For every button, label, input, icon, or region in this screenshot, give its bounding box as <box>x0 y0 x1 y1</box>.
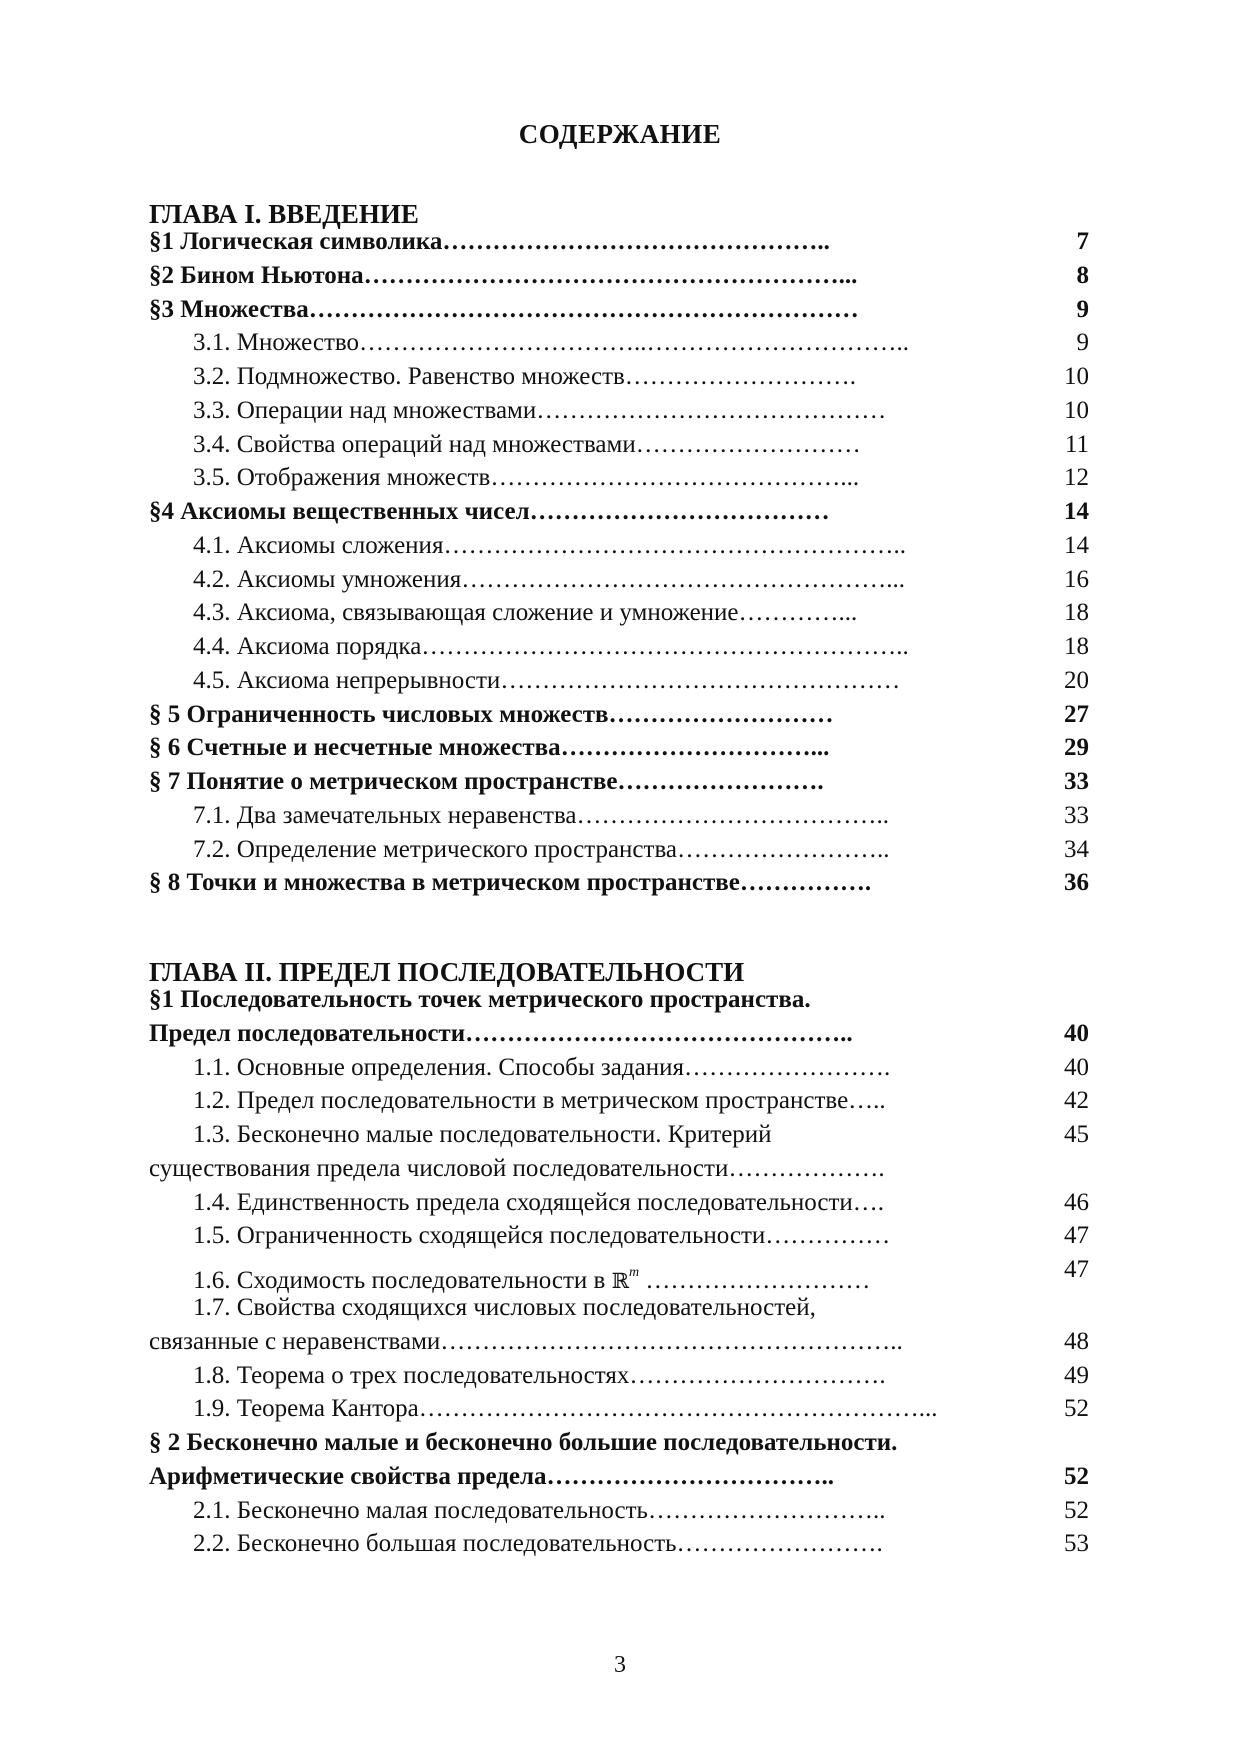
toc-subentry[interactable]: 1.4. Единственность предела сходящейся последовательности…. 46 <box>193 1188 1089 1216</box>
toc-subentry[interactable]: 1.9. Теорема Кантора……………………………………………………... 52 <box>193 1395 1089 1423</box>
toc-subentry[interactable]: 3.1. Множество……………………………..………………………….. 9 <box>193 329 1089 357</box>
toc-subentry[interactable]: 1.8. Теорема о трех последовательностях…………………………. 49 <box>193 1361 1089 1389</box>
toc-subentry[interactable]: 1.5. Ограниченность сходящейся последовательности…………… 47 <box>193 1222 1089 1250</box>
toc-subentry[interactable]: 1.3. Бесконечно малые последовательности. Критерий 45 <box>193 1121 1089 1148</box>
chapter-2-entries <box>149 983 1089 1561</box>
toc-subentry[interactable]: 4.3. Аксиома, связывающая сложение и умножение…………... 18 <box>193 599 1089 627</box>
toc-subentry[interactable]: 3.2. Подмножество. Равенство множеств………………………. 10 <box>193 363 1089 390</box>
toc-title: СОДЕРЖАНИЕ <box>518 119 722 149</box>
chapter-1-entries <box>149 225 1089 900</box>
page-number: 3 <box>614 1652 626 1678</box>
toc-subentry[interactable]: 4.5. Аксиома непрерывности………………………………………… 20 <box>193 666 1089 694</box>
toc-subentry[interactable]: 4.2. Аксиомы умножения……………………………………………... 16 <box>193 565 1089 593</box>
toc-entry[interactable]: §1 Логическая символика……………………………………….. 7 <box>149 228 1089 255</box>
toc-entry[interactable]: § 2 Бесконечно малые и бесконечно большие последовательности. <box>149 1429 898 1456</box>
chapter-2-heading: ГЛАВА II. ПРЕДЕЛ ПОСЛЕДОВАТЕЛЬНОСТИ <box>149 957 745 987</box>
toc-entry[interactable]: § 7 Понятие о метрическом пространстве……………………. 33 <box>149 768 1089 795</box>
toc-subentry[interactable]: 3.5. Отображения множеств……………………………………... 12 <box>193 464 1089 492</box>
toc-subentry[interactable]: 1.7. Свойства сходящихся числовых последовательностей, <box>193 1294 816 1321</box>
toc-entry[interactable]: §4 Аксиомы вещественных чисел……………………………… 14 <box>149 498 1089 525</box>
toc-subentry[interactable]: 7.1. Два замечательных неравенства……………………………….. 33 <box>193 801 1089 829</box>
toc-subentry[interactable]: 2.2. Бесконечно большая последовательность……………………. 53 <box>193 1530 1089 1558</box>
chapter-1-heading: ГЛАВА I. ВВЕДЕНИЕ <box>149 199 419 229</box>
toc-subentry[interactable]: 3.4. Свойства операций над множествами……………………… 11 <box>193 430 1089 458</box>
toc-subentry[interactable]: 7.2. Определение метрического пространства…………………….. 34 <box>193 835 1089 863</box>
toc-subentry[interactable]: 1.2. Предел последовательности в метрическом пространстве….. 42 <box>193 1087 1089 1115</box>
toc-subentry[interactable]: 2.1. Бесконечно малая последовательность……………………….. 52 <box>193 1496 1089 1524</box>
real-numbers-symbol: ℝ <box>611 1269 630 1293</box>
toc-subentry[interactable]: 4.4. Аксиома порядка………………………………………………….. 18 <box>193 633 1089 660</box>
toc-subentry-continuation[interactable]: связанные с неравенствами……………………………………………….. 48 <box>149 1327 1089 1355</box>
toc-subentry[interactable]: 1.1. Основные определения. Способы задания……………………. 40 <box>193 1053 1089 1081</box>
toc-entry[interactable]: §3 Множества………………………………………………………… 9 <box>149 295 1089 323</box>
toc-subentry[interactable]: 4.1. Аксиомы сложения……………………………………………….. 14 <box>193 531 1089 559</box>
toc-subentry[interactable]: 3.3. Операции над множествами…………………………………… 10 <box>193 396 1089 424</box>
toc-entry[interactable]: § 8 Точки и множества в метрическом пространстве……………. 36 <box>149 869 1089 897</box>
toc-subentry[interactable]: 1.6. Сходимость последовательности в ℝ$^m$ ……………………… 47 <box>193 1256 1089 1294</box>
toc-entry[interactable]: § 6 Счетные и несчетные множества…………………………... 29 <box>149 734 1089 762</box>
toc-entry[interactable]: §1 Последовательность точек метрического пространства. <box>149 986 811 1013</box>
toc-entry[interactable]: §2 Бином Ньютона…………………………………………………... 8 <box>149 261 1089 289</box>
toc-entry[interactable]: § 5 Ограниченность числовых множеств……………………… 27 <box>149 700 1089 728</box>
toc-entry[interactable]: Предел последовательности……………………………………….. 40 <box>149 1019 1089 1047</box>
toc-subentry-continuation[interactable]: существования предела числовой последовательности………………. <box>149 1154 885 1182</box>
toc-entry[interactable]: Арифметические свойства предела…………………………….. 52 <box>149 1462 1089 1490</box>
